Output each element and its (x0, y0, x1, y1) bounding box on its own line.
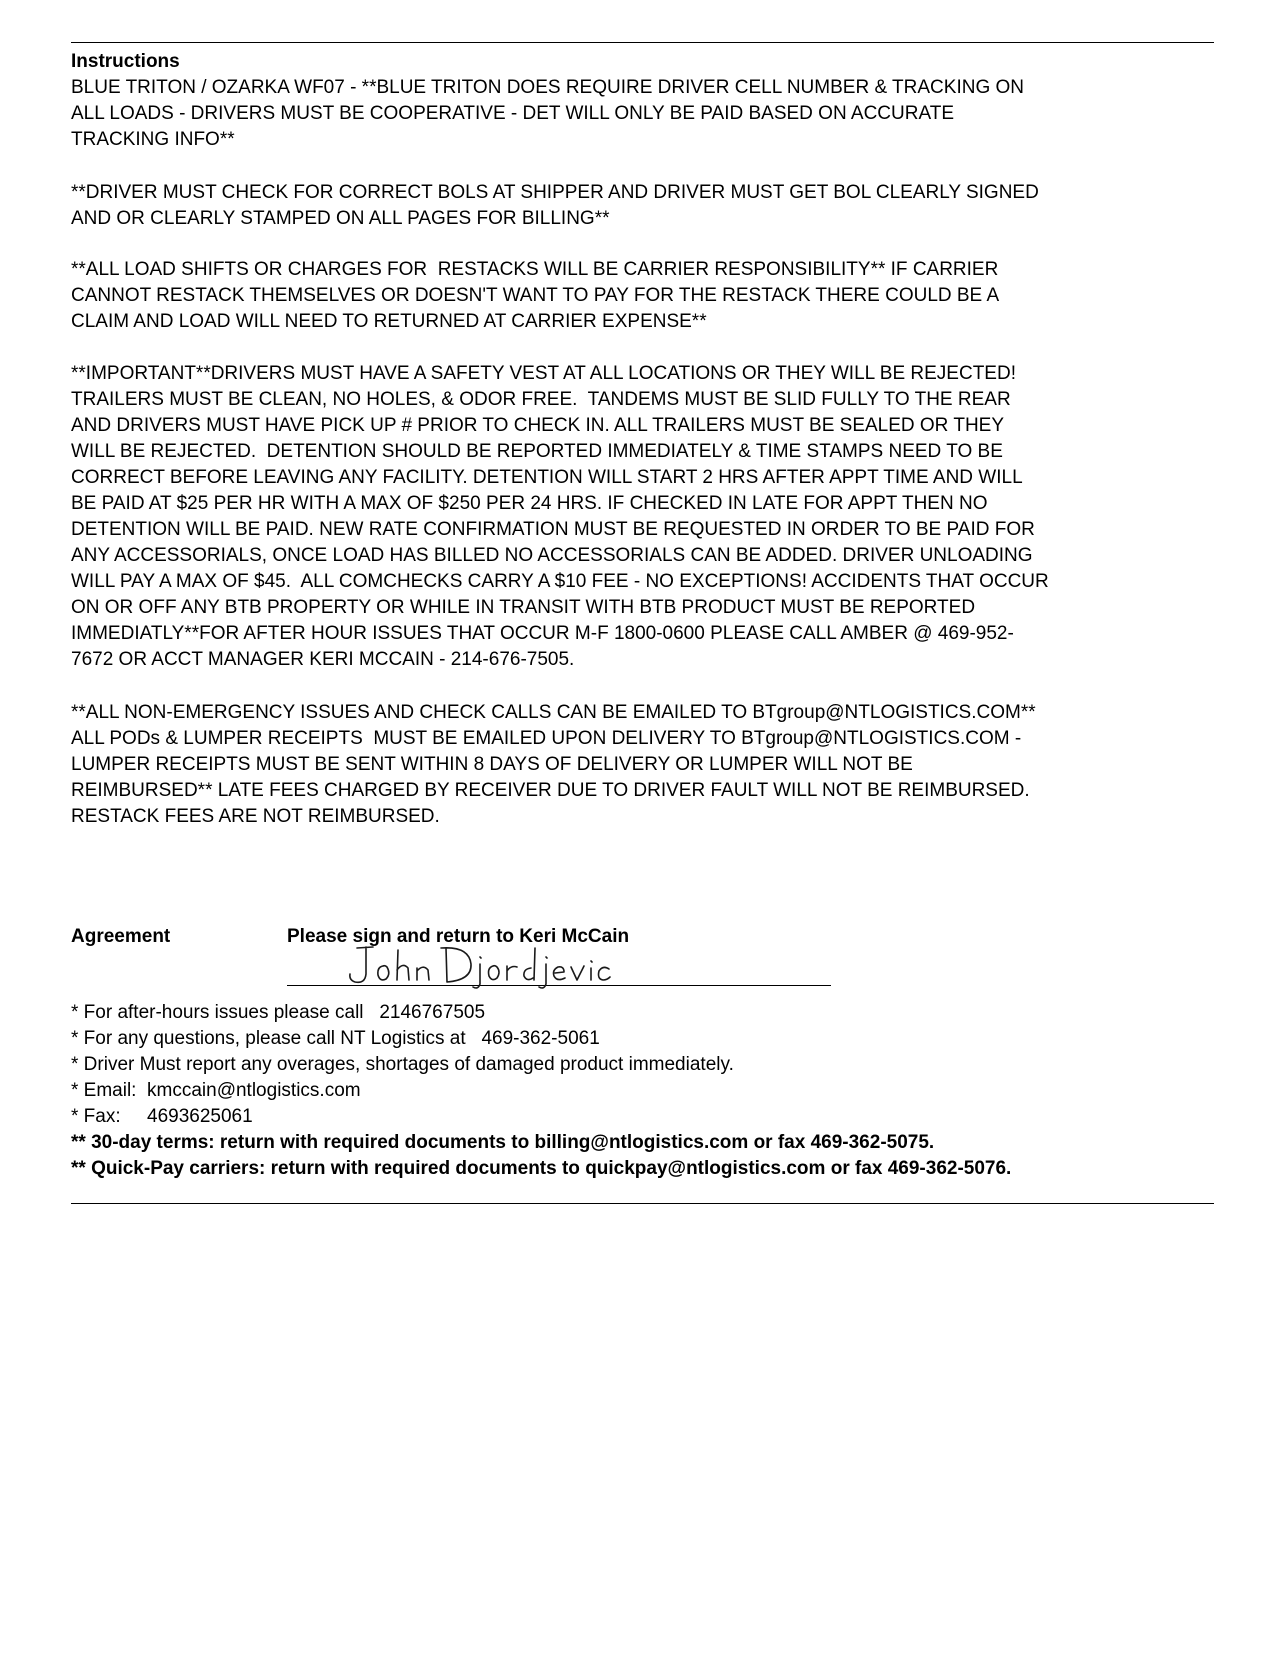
instruction-paragraph-4 (71, 361, 1221, 673)
notes-list (71, 1000, 1011, 1182)
note-fax: * Fax: 4693625061 (71, 1106, 253, 1127)
text-line: CORRECT BEFORE LEAVING ANY FACILITY. DETENTION WILL START 2 HRS AFTER APPT TIME AND WILL (71, 467, 1023, 488)
instruction-paragraph-5 (71, 700, 1221, 830)
text-line: **ALL LOAD SHIFTS OR CHARGES FOR RESTACKS WILL BE CARRIER RESPONSIBILITY** IF CARRIER (71, 259, 999, 280)
text-line: IMMEDIATLY**FOR AFTER HOUR ISSUES THAT OCCUR M-F 1800-0600 PLEASE CALL AMBER @ 469-952- (71, 623, 1014, 644)
instruction-paragraph-3 (71, 257, 1221, 335)
text-line: AND OR CLEARLY STAMPED ON ALL PAGES FOR BILLING** (71, 208, 610, 229)
instruction-paragraph-2 (71, 180, 1221, 232)
text-line: RESTACK FEES ARE NOT REIMBURSED. (71, 806, 440, 827)
text-line: ALL LOADS - DRIVERS MUST BE COOPERATIVE - DET WILL ONLY BE PAID BASED ON ACCURATE (71, 103, 955, 124)
text-line: **ALL NON-EMERGENCY ISSUES AND CHECK CALLS CAN BE EMAILED TO BTgroup@NTLOGISTICS.COM** (71, 702, 1036, 723)
note-quick-pay: ** Quick-Pay carriers: return with required documents to quickpay@ntlogistics.com or fax 469-362-5076. (71, 1158, 1012, 1179)
text-line: TRAILERS MUST BE CLEAN, NO HOLES, & ODOR FREE. TANDEMS MUST BE SLID FULLY TO THE REAR (71, 389, 1011, 410)
text-line: TRACKING INFO** (71, 129, 235, 150)
note-30-day-terms: ** 30-day terms: return with required documents to billing@ntlogistics.com or fax 469-362-5075. (71, 1132, 935, 1153)
top-divider (71, 42, 1214, 43)
text-line: **DRIVER MUST CHECK FOR CORRECT BOLS AT SHIPPER AND DRIVER MUST GET BOL CLEARLY SIGNED (71, 182, 1039, 203)
text-line: DETENTION WILL BE PAID. NEW RATE CONFIRMATION MUST BE REQUESTED IN ORDER TO BE PAID FOR (71, 519, 1035, 540)
bottom-divider (71, 1203, 1214, 1204)
text-line: 7672 OR ACCT MANAGER KERI MCCAIN - 214-676-7505. (71, 649, 575, 670)
text-line: ANY ACCESSORIALS, ONCE LOAD HAS BILLED NO ACCESSORIALS CAN BE ADDED. DRIVER UNLOADING (71, 545, 1033, 566)
text-line: BLUE TRITON / OZARKA WF07 - **BLUE TRITON DOES REQUIRE DRIVER CELL NUMBER & TRACKING ON (71, 77, 1025, 98)
instructions-heading: Instructions (71, 51, 180, 72)
note-after-hours: * For after-hours issues please call 2146767505 (71, 1002, 486, 1023)
text-line: CANNOT RESTACK THEMSELVES OR DOESN'T WANT TO PAY FOR THE RESTACK THERE COULD BE A (71, 285, 1000, 306)
text-line: CLAIM AND LOAD WILL NEED TO RETURNED AT CARRIER EXPENSE** (71, 311, 707, 332)
text-line: REIMBURSED** LATE FEES CHARGED BY RECEIVER DUE TO DRIVER FAULT WILL NOT BE REIMBURSED. (71, 780, 1030, 801)
note-report-damage: * Driver Must report any overages, shortages of damaged product immediately. (71, 1054, 734, 1075)
sign-instruction: Please sign and return to Keri McCain (287, 926, 630, 947)
text-line: **IMPORTANT**DRIVERS MUST HAVE A SAFETY VEST AT ALL LOCATIONS OR THEY WILL BE REJECTED! (71, 363, 1016, 384)
note-questions: * For any questions, please call NT Logistics at 469-362-5061 (71, 1028, 600, 1049)
text-line: ALL PODs & LUMPER RECEIPTS MUST BE EMAILED UPON DELIVERY TO BTgroup@NTLOGISTICS.COM - (71, 728, 1022, 749)
text-line: ON OR OFF ANY BTB PROPERTY OR WHILE IN TRANSIT WITH BTB PRODUCT MUST BE REPORTED (71, 597, 976, 618)
note-email: * Email: kmccain@ntlogistics.com (71, 1080, 361, 1101)
text-line: AND DRIVERS MUST HAVE PICK UP # PRIOR TO CHECK IN. ALL TRAILERS MUST BE SEALED OR THEY (71, 415, 1005, 436)
text-line: WILL BE REJECTED. DETENTION SHOULD BE REPORTED IMMEDIATELY & TIME STAMPS NEED TO BE (71, 441, 1003, 462)
handwritten-signature (343, 942, 623, 992)
instruction-paragraph-1 (71, 75, 1221, 153)
text-line: WILL PAY A MAX OF $45. ALL COMCHECKS CARRY A $10 FEE - NO EXCEPTIONS! ACCIDENTS THAT OCCUR (71, 571, 1049, 592)
text-line: LUMPER RECEIPTS MUST BE SENT WITHIN 8 DAYS OF DELIVERY OR LUMPER WILL NOT BE (71, 754, 913, 775)
agreement-label: Agreement (71, 926, 171, 947)
text-line: BE PAID AT $25 PER HR WITH A MAX OF $250 PER 24 HRS. IF CHECKED IN LATE FOR APPT THEN NO (71, 493, 988, 514)
